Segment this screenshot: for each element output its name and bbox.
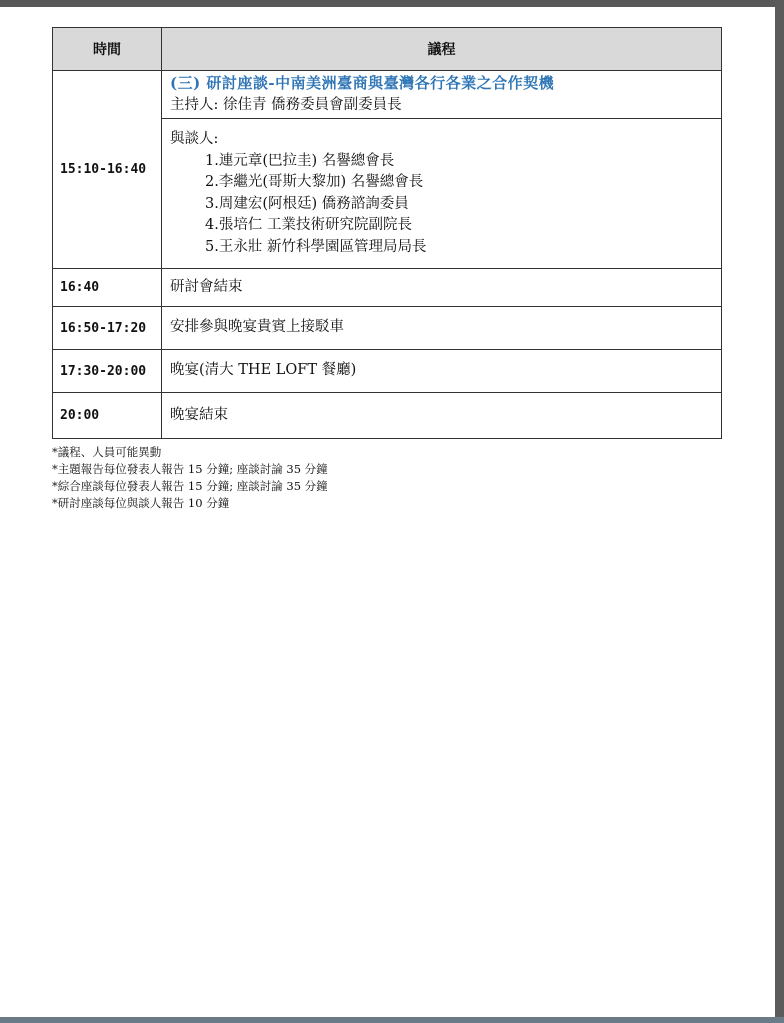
session-title-cell: [162, 71, 722, 119]
list-item: 2.李繼光(哥斯大黎加) 名譽總會長: [205, 174, 424, 190]
row-time: 16:40: [53, 269, 162, 307]
row-content: 晚宴(清大 THE LOFT 餐廳): [162, 350, 722, 393]
row-time: 20:00: [53, 393, 162, 439]
session-title: (三) 研討座談-中南美洲臺商與臺灣各行各業之合作契機: [170, 74, 555, 92]
table-row: [53, 350, 722, 393]
session-time: 15:10-16:40: [53, 71, 162, 269]
row-time: 16:50-17:20: [53, 307, 162, 350]
table-row: [53, 393, 722, 439]
row-content: 安排參與晚宴貴賓上接駁車: [162, 307, 722, 350]
footnote: *議程、人員可能異動: [52, 445, 162, 459]
list-item: 4.張培仁 工業技術研究院副院長: [205, 217, 412, 233]
footnote: *主題報告每位發表人報告 15 分鐘; 座談討論 35 分鐘: [52, 462, 328, 476]
panelists-cell: [162, 119, 722, 269]
panel-label: 與談人:: [170, 131, 219, 147]
session-host: 主持人: 徐佳青 僑務委員會副委員長: [170, 96, 402, 113]
footnote: *研討座談每位與談人報告 10 分鐘: [52, 496, 230, 510]
list-item: 3.周建宏(阿根廷) 僑務諮詢委員: [205, 195, 409, 212]
viewer-scrollbar-track[interactable]: [775, 0, 784, 1023]
header-time: 時間: [53, 28, 162, 71]
list-item: 1.連元章(巴拉圭) 名譽總會長: [205, 152, 395, 169]
footnote: *綜合座談每位發表人報告 15 分鐘; 座談討論 35 分鐘: [52, 479, 328, 493]
row-time: 17:30-20:00: [53, 350, 162, 393]
list-item: 5.王永壯 新竹科學園區管理局局長: [205, 238, 427, 255]
table-row: [53, 269, 722, 307]
panelist-list: [170, 151, 720, 259]
footnotes: [52, 444, 328, 512]
table-header-row: [53, 28, 722, 71]
table-row: [53, 71, 722, 119]
taskbar-strip: [0, 1017, 784, 1023]
agenda-table: [52, 27, 722, 439]
viewer-top-edge: [0, 0, 784, 7]
row-content: 晚宴結束: [162, 393, 722, 439]
table-row: [53, 307, 722, 350]
header-agenda: 議程: [162, 28, 722, 71]
row-content: 研討會結束: [162, 269, 722, 307]
